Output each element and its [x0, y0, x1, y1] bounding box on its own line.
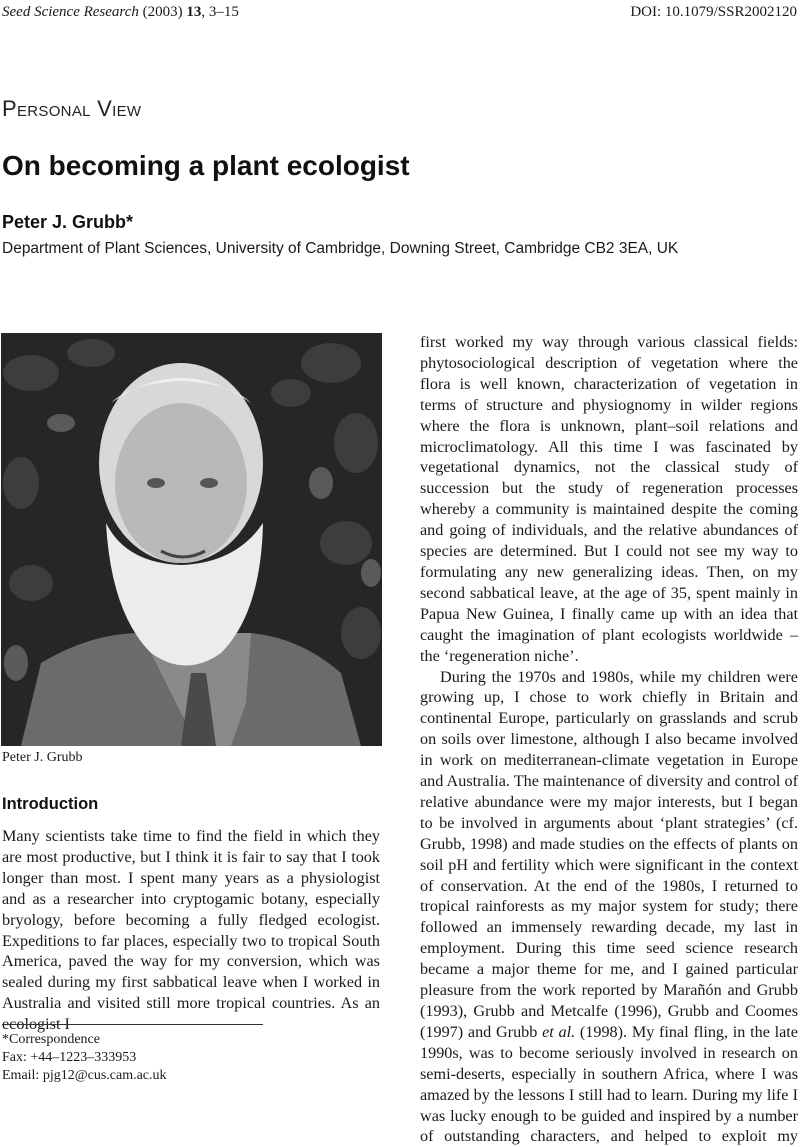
body-paragraph-2 — [420, 667, 798, 1147]
citation — [2, 1, 239, 23]
journal-name: Seed Science Research — [2, 4, 139, 20]
right-column — [420, 332, 798, 1147]
section-label: Personal View — [2, 96, 141, 122]
footnote-email[interactable]: Email: pjg12@cus.cam.ac.uk — [2, 1067, 167, 1085]
body-paragraph-2-part-b: (1998). My final fling, in the late 1990s, was to become seriously involved in research on semi-deserts, especially in southern Africa, where I was amazed by the lessons I still had to learn. During my life I was lucky enough to be guided and inspired by a number of outstanding characters, and helped to exploit my — [420, 1023, 798, 1146]
article-title: On becoming a plant ecologist — [2, 150, 410, 182]
footnote-fax: Fax: +44–1223–333953 — [2, 1049, 167, 1067]
running-head — [0, 0, 800, 26]
author-name: Peter J. Grubb* — [2, 212, 133, 233]
body-paragraph-2-part-a: During the 1970s and 1980s, while my children were growing up, I chose to work chiefly in Britain and continental Europe, particularly on grasslands and scrub on soils over limestone, although I also became involved in work on mediterranean-climate vegetation in Europe and Australia. The maintenance of diversity and control of relative abundance were my major interests, but I began to be involved in arguments about ‘plant strategies’ (cf. Grubb, 1998) and made studies on the effects of plants on soil pH and fertility which were significant in the context of conservation. At the end of the 1980s, I returned to tropical rainforests as my major system for study; there followed an immensely rewarding decade, my last in employment. During this time seed science research became a major theme for me, and I gained particular pleasure from the work reported by Marañón and Grubb (1993), Grubb and Metcalfe (1996), Grubb and Coomes (1997) and Grubb — [420, 668, 798, 1041]
footnote-divider — [2, 1024, 263, 1025]
introduction-paragraph: Many scientists take time to find the field in which they are most productive, but I think it is fair to say that I took longer than most. I spent many years as a physiologist and as a researcher into cryptogamic botany, especially bryology, before becoming a fully fledged ecologist. Expeditions to far places, especially two to tropical South America, paved the way for my conversion, which was sealed during my first sabbatical leave when I worked in Australia and visited still more tropical countries. As an ecologist I — [2, 826, 380, 1035]
photo-caption: Peter J. Grubb — [2, 750, 83, 766]
journal-volume: 13 — [186, 4, 201, 20]
body-paragraph-1: first worked my way through various classical fields: phytosociological description of vegetation where the flora is well known, characterization of vegetation in terms of structure and physiognomy in wilder regions where the flora is unknown, plant–soil relations and microclimatology. All this time I was fascinated by vegetational dynamics, not the classical study of succession but the study of regeneration processes whereby a community is maintained despite the coming and going of individuals, and the relative abundances of species are determined. But I could not see my way to formulating any new generalizing ideas. Then, on my second sabbatical leave, at the age of 35, spent mainly in Papua New Guinea, I finally came up with an idea that caught the imagination of plant ecologists worldwide – the ‘regeneration niche’. — [420, 332, 798, 667]
section-heading-introduction: Introduction — [2, 795, 98, 814]
footnotes — [2, 1031, 167, 1085]
introduction-body — [2, 826, 380, 1035]
footnote-correspondence: *Correspondence — [2, 1031, 167, 1049]
journal-year: (2003) — [143, 4, 183, 20]
journal-pages: , 3–15 — [201, 4, 239, 20]
author-affiliation: Department of Plant Sciences, University of Cambridge, Downing Street, Cambridge CB2 3EA, UK — [2, 240, 678, 258]
et-al: et al. — [542, 1023, 575, 1041]
doi[interactable]: DOI: 10.1079/SSR2002120 — [630, 1, 797, 23]
author-photo — [1, 333, 382, 746]
